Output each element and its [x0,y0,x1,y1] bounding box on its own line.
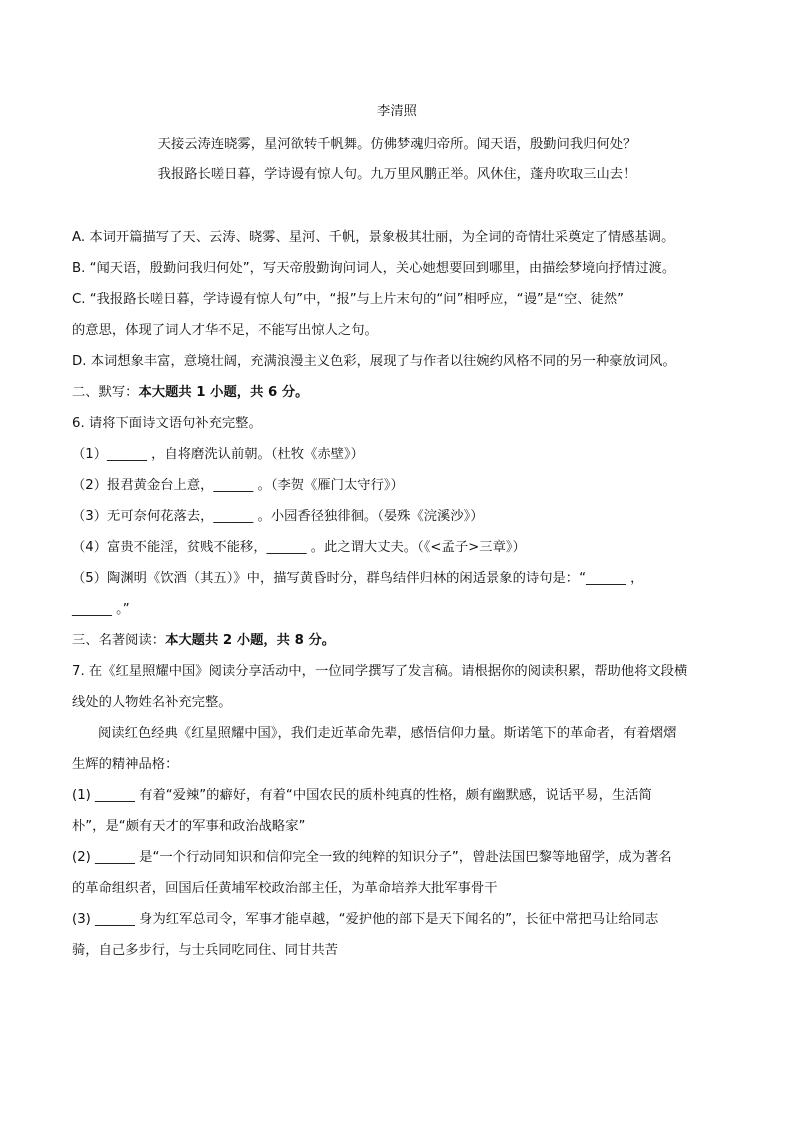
option-d: D. 本词想象丰富，意境壮阔，充满浪漫主义色彩，展现了与作者以往婉约风格不同的另一种豪放词风。 [72,354,676,369]
q7-item-3-line-2: 骑，自己多步行，与士兵同吃同住、同甘共苦 [72,943,338,958]
q7-item-1-line-1: (1) ______ 有着“爱辣”的癖好，有着“中国农民的质朴纯真的性格，颇有幽默感，说话平易，生活简 [72,788,652,803]
q6-prompt: 6. 请将下面诗文语句补充完整。 [72,416,262,431]
q6-item-4: （4）富贵不能淫，贫贱不能移，______ 。此之谓大丈夫。（《<孟子>三章》） [72,540,526,555]
section-2-info: 本大题共 1 小题，共 6 分。 [138,385,309,400]
option-a: A. 本词开篇描写了天、云涛、晓雾、星河、千帆，景象极其壮丽，为全词的奇情壮采奠定了情感基调。 [72,230,675,245]
section-3-title: 三、名著阅读： [72,633,166,648]
option-c-line-2: 的意思，体现了词人才华不足，不能写出惊人之句。 [72,323,378,338]
section-3-info: 本大题共 2 小题，共 8 分。 [165,633,336,648]
q7-item-2-line-2: 的革命组织者，回国后任黄埔军校政治部主任，为革命培养大批军事骨干 [72,881,498,896]
q7-item-3-line-1: (3) ______ 身为红军总司令，军事才能卓越，“爱护他的部下是天下闻名的”，长征中常把马让给同志 [72,912,659,927]
option-c-line-1: C. “我报路长嗟日暮，学诗谩有惊人句”中，“报”与上片末句的“问”相呼应，“谩”是“空、徒然” [72,292,625,307]
poem-line-1: 天接云涛连晓雾，星河欲转千帆舞。仿佛梦魂归帝所。闻天语，殷勤问我归何处？ [157,137,637,152]
section-3-heading [72,631,335,651]
q6-item-5-line-1: （5）陶渊明《饮酒（其五）》中，描写黄昏时分，群鸟结伴归林的闲适景象的诗句是：“______ ， [72,571,644,586]
q6-item-2: （2）报君黄金台上意，______ 。（李贺《雁门太守行》） [72,478,404,493]
q7-prompt-line-1: 7. 在《红星照耀中国》阅读分享活动中，一位同学撰写了发言稿。请根据你的阅读积累，帮助他将文段横 [72,664,688,679]
q6-item-3: （3）无可奈何花落去，______ 。小园香径独徘徊。（晏殊《浣溪沙》） [72,509,484,524]
option-b: B. “闻天语，殷勤问我归何处”，写天帝殷勤询问词人，关心她想要回到哪里，由描绘梦境向抒情过渡。 [72,261,676,276]
q7-intro-line-1: 阅读红色经典《红星照耀中国》，我们走近革命先辈，感悟信仰力量。斯诺笔下的革命者，有着熠熠 [98,726,677,741]
q6-item-1: （1）______ ，自将磨洗认前朝。（杜牧《赤壁》） [72,447,364,462]
q7-prompt-line-2: 线处的人物姓名补充完整。 [72,695,232,710]
poem-line-2: 我报路长嗟日暮，学诗谩有惊人句。九万里风鹏正举。风休住，蓬舟吹取三山去！ [157,167,637,182]
q7-item-2-line-1: (2) ______ 是“一个行动同知识和信仰完全一致的纯粹的知识分子”，曾赴法国巴黎等地留学，成为著名 [72,850,672,865]
section-2-heading [72,383,308,403]
q6-item-5-line-2: ______ 。” [72,602,130,617]
poem-author: 李清照 [377,104,417,119]
section-2-title: 二、默写： [72,385,139,400]
q7-intro-line-2: 生辉的精神品格： [72,757,179,772]
q7-item-1-line-2: 朴”，是“颇有天才的军事和政治战略家” [72,819,306,834]
